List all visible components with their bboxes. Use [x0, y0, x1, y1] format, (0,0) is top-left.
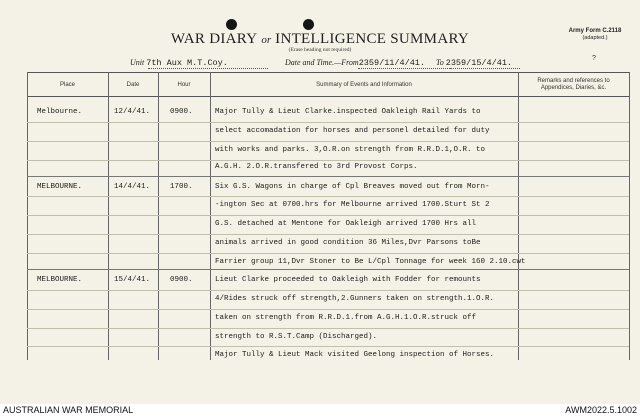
- header-hour: Hour: [177, 82, 191, 88]
- header-summary: Summary of Events and Information: [316, 82, 412, 88]
- army-form-adapted: (adapted.): [582, 35, 608, 41]
- column-divider: [210, 72, 211, 360]
- date-to-field: [436, 58, 512, 68]
- summary-line: 4/Rides struck off strength,2.Gunners taken on strength.1.O.R.: [215, 295, 495, 303]
- ruled-line: [27, 196, 629, 197]
- title-intelligence-summary: INTELLIGENCE SUMMARY: [275, 31, 470, 47]
- punch-hole-right: [303, 19, 314, 30]
- header-remarks: [518, 78, 629, 92]
- footer-reference: AWM2022.5.1002: [565, 405, 637, 415]
- header-remarks-line-2: Appendices, Diaries, &c.: [540, 85, 607, 91]
- entry-date: 12/4/41.: [114, 108, 151, 116]
- unit-underline: [148, 68, 268, 69]
- entry-place: Melbourne.: [37, 108, 83, 116]
- handwritten-mark: ?: [592, 55, 596, 62]
- date-to-value: 2359/15/4/41.: [445, 58, 513, 68]
- entry-separator: [27, 269, 629, 270]
- column-divider: [108, 72, 109, 360]
- ruled-line: [27, 290, 629, 291]
- entry-place: MELBOURNE.: [37, 276, 83, 284]
- summary-line: A.G.H. 2.O.R.transfered to 3rd Provost Corps.: [215, 163, 418, 171]
- to-label: To: [436, 58, 444, 67]
- date-from-value: 2359/11/4/41.: [358, 58, 426, 68]
- summary-line: animals arrived in good condition 36 Miles,Dvr Parsons toBe: [215, 239, 481, 247]
- summary-line: Lieut Clarke proceeded to Oakleigh with Fodder for remounts: [215, 276, 481, 284]
- title-or: or: [261, 34, 272, 46]
- army-form-number: Army Form C.2118: [568, 28, 622, 34]
- date-to-underline: [450, 68, 520, 69]
- erase-note: (Erase heading not required): [288, 47, 352, 53]
- ruled-line: [27, 215, 629, 216]
- summary-line: G.S. detached at Mentone for Oakleigh arrived 1700 Hrs all: [215, 220, 477, 228]
- column-divider: [518, 72, 519, 360]
- summary-line: select accomadation for horses and personel detailed for duty: [215, 127, 490, 135]
- ruled-line: [27, 234, 629, 235]
- column-divider: [629, 72, 630, 360]
- ruled-line: [27, 160, 629, 161]
- ruled-line: [27, 346, 629, 347]
- unit-value: 7th Aux M.T.Coy.: [146, 58, 228, 68]
- header-remarks-line-1: Remarks and references to: [537, 78, 610, 84]
- table-header-rule: [27, 96, 629, 97]
- unit-label: Unit: [130, 58, 145, 67]
- date-field: [285, 58, 425, 68]
- footer-institution: AUSTRALIAN WAR MEMORIAL: [3, 405, 134, 415]
- entry-date: 14/4/41.: [114, 183, 151, 191]
- summary-line: Major Tully & Lieut Clarke.inspected Oakleigh Rail Yards to: [215, 108, 481, 116]
- column-divider: [158, 72, 159, 360]
- form-title: [0, 30, 640, 48]
- entry-hour: 1700.: [170, 183, 193, 191]
- ruled-line: [27, 122, 629, 123]
- army-form-label: [552, 28, 638, 42]
- summary-line: -ington Sec at 0700.hrs for Melbourne arrived 1700.Sturt St 2: [215, 201, 490, 209]
- unit-field: [130, 58, 228, 68]
- entry-separator: [27, 176, 629, 177]
- table-top-rule: [27, 72, 629, 73]
- ruled-line: [27, 253, 629, 254]
- entry-date: 15/4/41.: [114, 276, 151, 284]
- ruled-line: [27, 141, 629, 142]
- summary-line: with works and parks. 3,O.R.on strength from R.R.D.1,O.R. to: [215, 146, 486, 154]
- summary-line: strength to R.S.T.Camp (Discharged).: [215, 333, 378, 341]
- entry-hour: 0900.: [170, 276, 193, 284]
- header-place: Place: [59, 82, 75, 88]
- ruled-line: [27, 328, 629, 329]
- summary-line: taken on strength from R.R.D.1.from A.G.H.1.O.R.struck off: [215, 314, 477, 322]
- summary-line: Major Tully & Lieut Mack visited Geelong inspection of Horses.: [215, 351, 495, 359]
- entry-place: MELBOURNE.: [37, 183, 83, 191]
- ruled-line: [27, 309, 629, 310]
- punch-hole-left: [226, 19, 237, 30]
- entry-hour: 0900.: [170, 108, 193, 116]
- column-divider: [27, 72, 28, 360]
- summary-line: Six G.S. Wagons in charge of Cpl Breaves moved out from Morn-: [215, 183, 490, 191]
- title-war-diary: WAR DIARY: [170, 31, 258, 47]
- date-label: Date and Time.—From: [285, 58, 359, 67]
- header-date: Date: [126, 82, 140, 88]
- summary-line: Farrier group 11,Dvr Stoner to Be L/Cpl Tonnage for week 160 2.10.cwt: [215, 258, 526, 266]
